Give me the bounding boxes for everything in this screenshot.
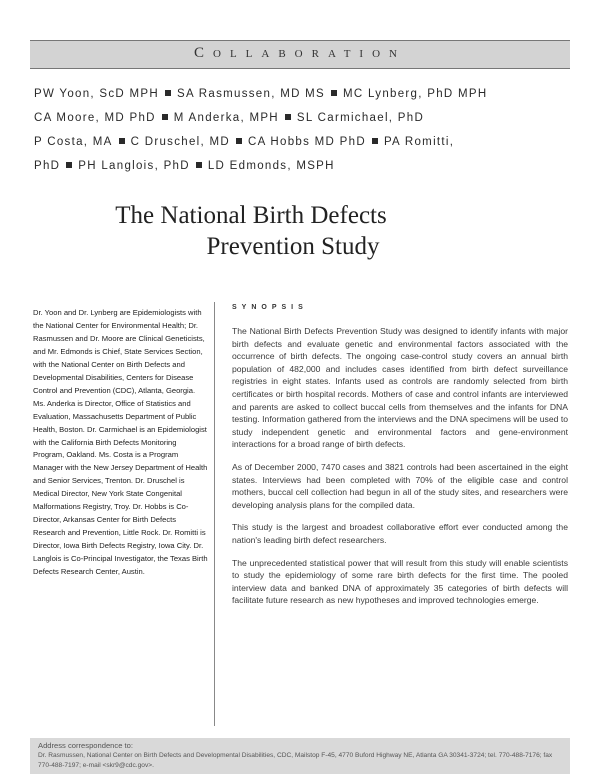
author: SL Carmichael, PhD xyxy=(296,112,425,124)
author: P Costa, MA xyxy=(34,136,113,148)
separator-square-icon xyxy=(236,138,242,144)
author-line xyxy=(34,82,574,106)
separator-square-icon xyxy=(196,162,202,168)
author: SA Rasmussen, MD MS xyxy=(176,88,326,100)
article-title-line-1: The National Birth Defects xyxy=(115,202,387,229)
synopsis-body xyxy=(232,325,568,617)
author-line xyxy=(34,130,574,154)
separator-square-icon xyxy=(372,138,378,144)
synopsis-heading: SYNOPSIS xyxy=(232,304,308,311)
author: PA Romitti, xyxy=(383,136,455,148)
correspondence-label: Address correspondence to: xyxy=(38,741,133,750)
separator-square-icon xyxy=(285,114,291,120)
author-line xyxy=(34,154,574,178)
section-header-bar xyxy=(30,40,570,69)
author: MC Lynberg, PhD MPH xyxy=(343,88,488,100)
separator-square-icon xyxy=(119,138,125,144)
author: PW Yoon, ScD MPH xyxy=(34,88,159,100)
author: PH Langlois, PhD xyxy=(78,160,190,172)
author: C Druschel, MD xyxy=(130,136,230,148)
correspondence-address: Dr. Rasmussen, National Center on Birth Defects and Developmental Disabilities, CDC, Mailstop F-45, 4770 Buford Highway NE, Atlanta GA 30341-3724; tel. 770-488-7176; fax 770-488-7197; e-mail <skr9@cdc.gov>. xyxy=(38,752,553,769)
synopsis-paragraph: As of December 2000, 7470 cases and 3821 controls had been ascertained in the eight states. Interviews had been completed with 70% of the eligible case and control mothers, buccal cell collection had begun in all of the study sites, and researchers were developing analysis plans for the compiled data. xyxy=(232,461,568,510)
column-divider xyxy=(214,302,215,726)
synopsis-paragraph: This study is the largest and broadest collaborative effort ever conducted among the nation's leading birth defect researchers. xyxy=(232,522,568,545)
article-title-line-2: Prevention Study xyxy=(206,233,380,260)
author: LD Edmonds, MSPH xyxy=(207,160,335,172)
synopsis-paragraph: The National Birth Defects Prevention Study was designed to identify infants with major birth defects and evaluate genetic and environmental factors associated with the occurrence of birth defects. The ongoing case-control study covers an annual birth population of 482,000 and includes cases identified from birth defect surveillance registries in eight states. Infants used as controls are randomly selected from birth certificates or birth hospital records. Mothers of case and control infants are interviewed and parents are asked to collect buccal cells from themselves and the infants for DNA testing. Information gathered from the interviews and the DNA specimens will be used to study independent genetic and environmental factors and gene-environment interactions for a broad range of birth defects. xyxy=(232,326,568,450)
author: CA Moore, MD PhD xyxy=(34,112,156,124)
separator-square-icon xyxy=(66,162,72,168)
synopsis-paragraph: The unprecedented statistical power that will result from this study will enable scientists to study the epidemiology of some rare birth defects for the first time. The pooled interview data and banked DNA of approximately 35 categories of birth defects will facilitate future research as new hypotheses and improved technologies emerge. xyxy=(232,557,568,606)
separator-square-icon xyxy=(165,90,171,96)
correspondence-box xyxy=(30,738,570,774)
author-affiliations: Dr. Yoon and Dr. Lynberg are Epidemiologists with the National Center for Environmental Health; Dr. Rasmussen and Dr. Moore are Clinical Geneticists, and Mr. Edmonds is Chief, State Services Section, with the National Center on Birth Defects and Developmental Disabilities, Centers for Disease Control and Prevention (CDC), Atlanta, Georgia. Ms. Anderka is Director, Office of Statistics and Evaluation, Massachusetts Department of Public Health, Boston. Dr. Carmichael is an Epidemiologist with the California Birth Defects Monitoring Program, Oakland. Ms. Costa is a Program Manager with the New Jersey Department of Health and Senior Services, Trenton. Dr. Druschel is Medical Director, New York State Congenital Malformations Registry, Troy. Dr. Hobbs is Co-Director, Arkansas Center for Birth Defects Research and Prevention, Little Rock. Dr. Romitti is Director, Iowa Birth Defects Registry, Iowa City. Dr. Langlois is Co-Principal Investigator, the Texas Birth Defects Research Center, Austin. xyxy=(33,308,208,577)
author-line xyxy=(34,106,574,130)
author-list xyxy=(34,82,574,178)
article-title xyxy=(80,200,480,262)
separator-square-icon xyxy=(162,114,168,120)
author: PhD xyxy=(34,160,61,172)
author: M Anderka, MPH xyxy=(173,112,279,124)
author: CA Hobbs MD PhD xyxy=(248,136,366,148)
separator-square-icon xyxy=(331,90,337,96)
section-title: Collaboration xyxy=(194,45,406,61)
